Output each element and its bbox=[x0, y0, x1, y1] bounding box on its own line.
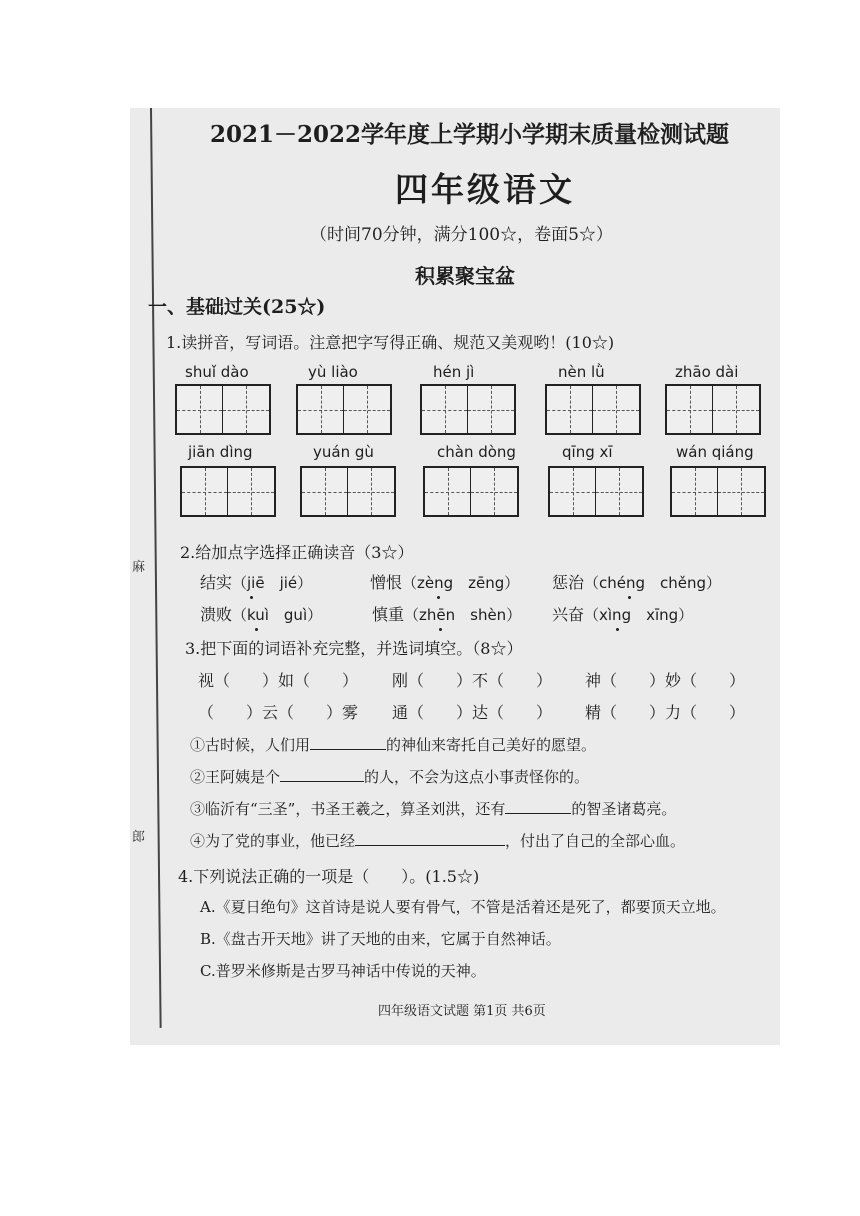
binding-margin-line bbox=[150, 108, 162, 1028]
sentence-text: ①古时候，人们用 bbox=[190, 736, 311, 754]
reading-item bbox=[200, 570, 312, 593]
reading-item bbox=[552, 570, 721, 593]
q3-prompt: 3.把下面的词语补充完整，并选词填空。（8☆） bbox=[185, 639, 523, 658]
character-grid[interactable] bbox=[296, 384, 392, 435]
exam-title: 2021－2022学年度上学期小学期末质量检测试题 bbox=[210, 121, 730, 148]
reading-item bbox=[200, 602, 322, 625]
reading-options[interactable]: （xìng xīng） bbox=[584, 606, 694, 624]
page-footer: 四年级语文试题 第1页 共6页 bbox=[378, 1004, 546, 1019]
pinyin-label: qīng xī bbox=[562, 443, 613, 461]
dotted-word: 憎恨 bbox=[370, 573, 403, 592]
pinyin-label: zhāo dài bbox=[675, 363, 739, 381]
pinyin-label: chàn dòng bbox=[437, 443, 516, 461]
pinyin-label: yuán gù bbox=[313, 443, 374, 461]
character-grid[interactable] bbox=[300, 466, 396, 517]
choice-option-c[interactable]: C.普罗米修斯是古罗马神话中传说的天神。 bbox=[200, 962, 486, 980]
answer-blank[interactable] bbox=[505, 799, 571, 814]
pinyin-label: shuǐ dào bbox=[185, 363, 249, 381]
q1-prompt: 1.读拼音，写词语。注意把字写得正确、规范又美观哟！(10☆) bbox=[166, 333, 615, 352]
answer-blank[interactable] bbox=[355, 831, 505, 846]
choice-option-a[interactable]: A.《夏日绝句》这首诗是说人要有骨气，不管是活着还是死了，都要顶天立地。 bbox=[200, 898, 726, 916]
dotted-word: 慎重 bbox=[372, 605, 405, 624]
reading-item bbox=[552, 602, 693, 625]
character-grid[interactable] bbox=[180, 466, 276, 517]
character-grid[interactable] bbox=[423, 466, 519, 517]
margin-mark: 郎 bbox=[132, 830, 146, 845]
reading-item bbox=[372, 602, 521, 625]
fill-sentence bbox=[190, 766, 589, 787]
margin-mark: 麻 bbox=[132, 560, 146, 575]
pinyin-label: wán qiáng bbox=[676, 443, 754, 461]
sentence-text: ，付出了自己的全部心血。 bbox=[505, 832, 686, 850]
idiom-blank[interactable]: 精（ ）力（ ） bbox=[585, 703, 746, 722]
character-grid[interactable] bbox=[548, 466, 644, 517]
character-grid[interactable] bbox=[420, 384, 516, 435]
idiom-blank[interactable]: 通（ ）达（ ） bbox=[392, 703, 553, 722]
reading-options[interactable]: （zhēn shèn） bbox=[404, 606, 522, 624]
fill-sentence bbox=[190, 798, 676, 819]
q2-prompt: 2.给加点字选择正确读音（3☆） bbox=[180, 543, 414, 562]
character-grid[interactable] bbox=[665, 384, 761, 435]
character-grid[interactable] bbox=[545, 384, 641, 435]
dotted-word: 结实 bbox=[200, 573, 233, 592]
reading-options[interactable]: （jiē jié） bbox=[232, 574, 313, 592]
exam-paper-photo bbox=[130, 108, 780, 1045]
sentence-text: 的人，不会为这点小事责怪你的。 bbox=[364, 768, 590, 786]
reading-options[interactable]: （chéng chěng） bbox=[584, 574, 722, 592]
character-grid[interactable] bbox=[175, 384, 271, 435]
pinyin-label: hén jì bbox=[433, 363, 475, 381]
sentence-text: ②王阿姨是个 bbox=[190, 768, 281, 786]
section-title: 一、基础过关(25☆) bbox=[148, 296, 326, 318]
q4-prompt: 4.下列说法正确的一项是（ ）。(1.5☆) bbox=[178, 867, 480, 886]
pinyin-label: yù liào bbox=[308, 363, 358, 381]
exam-info: （时间70分钟，满分100☆，卷面5☆） bbox=[310, 225, 613, 245]
idiom-blank[interactable]: 神（ ）妙（ ） bbox=[585, 671, 746, 690]
answer-blank[interactable] bbox=[310, 735, 386, 750]
reading-item bbox=[370, 570, 519, 593]
reading-options[interactable]: （kuì guì） bbox=[232, 606, 323, 624]
sentence-text: ③临沂有“三圣”，书圣王羲之，算圣刘洪，还有 bbox=[190, 800, 506, 818]
dotted-word: 兴奋 bbox=[552, 605, 585, 624]
sentence-text: ④为了党的事业，他已经 bbox=[190, 832, 356, 850]
sentence-text: 的神仙来寄托自己美好的愿望。 bbox=[386, 736, 597, 754]
part-title: 积累聚宝盆 bbox=[415, 264, 515, 288]
character-grid[interactable] bbox=[670, 466, 766, 517]
dotted-word: 溃败 bbox=[200, 605, 233, 624]
pinyin-label: nèn lǜ bbox=[558, 363, 605, 381]
idiom-blank[interactable]: （ ）云（ ）雾 bbox=[198, 703, 359, 722]
choice-option-b[interactable]: B.《盘古开天地》讲了天地的由来，它属于自然神话。 bbox=[200, 930, 561, 948]
subject-title: 四年级语文 bbox=[395, 170, 575, 209]
pinyin-label: jiān dìng bbox=[188, 443, 253, 461]
reading-options[interactable]: （zèng zēng） bbox=[402, 574, 520, 592]
answer-blank[interactable] bbox=[280, 767, 364, 782]
idiom-blank[interactable]: 刚（ ）不（ ） bbox=[392, 671, 553, 690]
dotted-word: 惩治 bbox=[552, 573, 585, 592]
fill-sentence bbox=[190, 734, 596, 755]
sentence-text: 的智圣诸葛亮。 bbox=[571, 800, 677, 818]
fill-sentence bbox=[190, 830, 685, 851]
idiom-blank[interactable]: 视（ ）如（ ） bbox=[198, 671, 359, 690]
